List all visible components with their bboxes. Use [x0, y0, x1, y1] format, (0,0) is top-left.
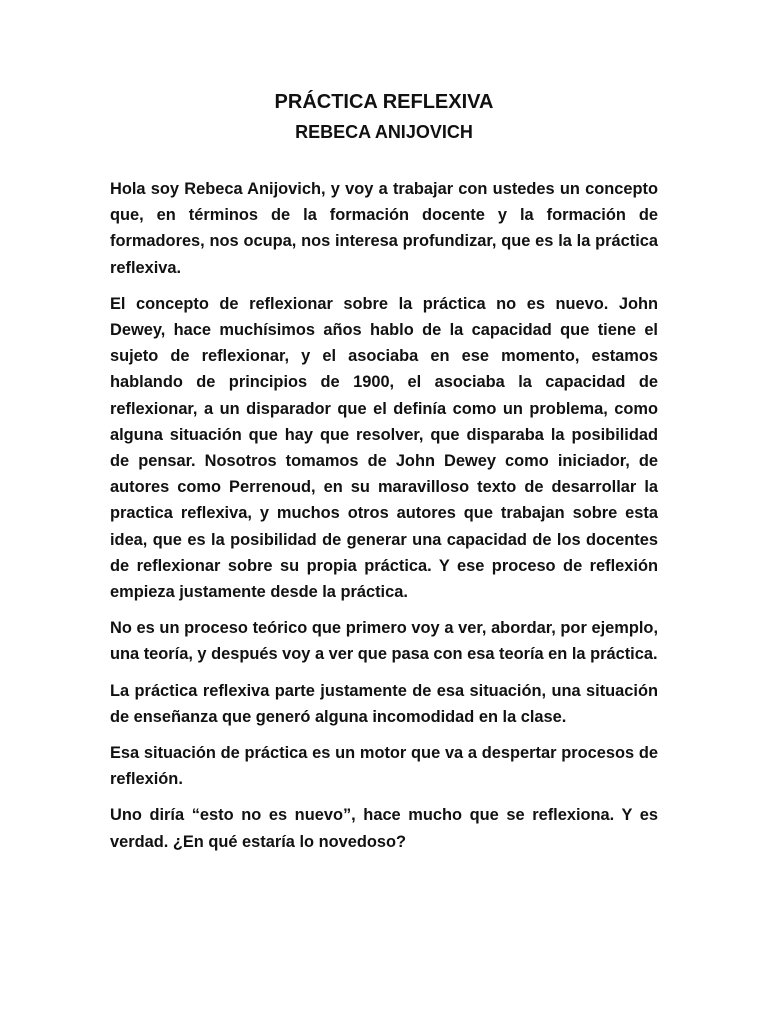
- paragraph: La práctica reflexiva parte justamente de esa situación, una situación de enseñanza que generó alguna incomodidad en la clase.: [110, 681, 658, 726]
- paragraph: Hola soy Rebeca Anijovich, y voy a trabajar con ustedes un concepto que, en términos de la formación docente y la formación de formadores, nos ocupa, nos interesa profundizar, que es la la práctica reflexiva.: [110, 180, 658, 277]
- paragraph: El concepto de reflexionar sobre la práctica no es nuevo. John Dewey, hace muchísimos años hablo de la capacidad que tiene el sujeto de reflexionar, y el asociaba en ese momento, estamos hablando de principios de 1900, el asociaba la capacidad de reflexionar, a un disparador que el definía como un problema, como alguna situación que hay que resolver, que disparaba la posibilidad de pensar. Nosotros tomamos de John Dewey como iniciador, de autores como Perrenoud, en su maravilloso texto de desarrollar la practica reflexiva, y muchos otros autores que trabajan sobre esta idea, que es la posibilidad de generar una capacidad de los docentes de reflexionar sobre su propia práctica. Y ese proceso de reflexión empieza justamente desde la práctica.: [110, 294, 658, 602]
- paragraph: Uno diría “esto no es nuevo”, hace mucho que se reflexiona. Y es verdad. ¿En qué estaría lo novedoso?: [110, 806, 658, 851]
- paragraph: Esa situación de práctica es un motor que va a despertar procesos de reflexión.: [110, 744, 658, 789]
- paragraph: No es un proceso teórico que primero voy a ver, abordar, por ejemplo, una teoría, y después voy a ver que pasa con esa teoría en la práctica.: [110, 619, 658, 664]
- document-body: [110, 176, 658, 855]
- title-block: [110, 88, 658, 146]
- document-author: REBECA ANIJOVICH: [295, 122, 473, 142]
- document-title: PRÁCTICA REFLEXIVA: [274, 91, 494, 113]
